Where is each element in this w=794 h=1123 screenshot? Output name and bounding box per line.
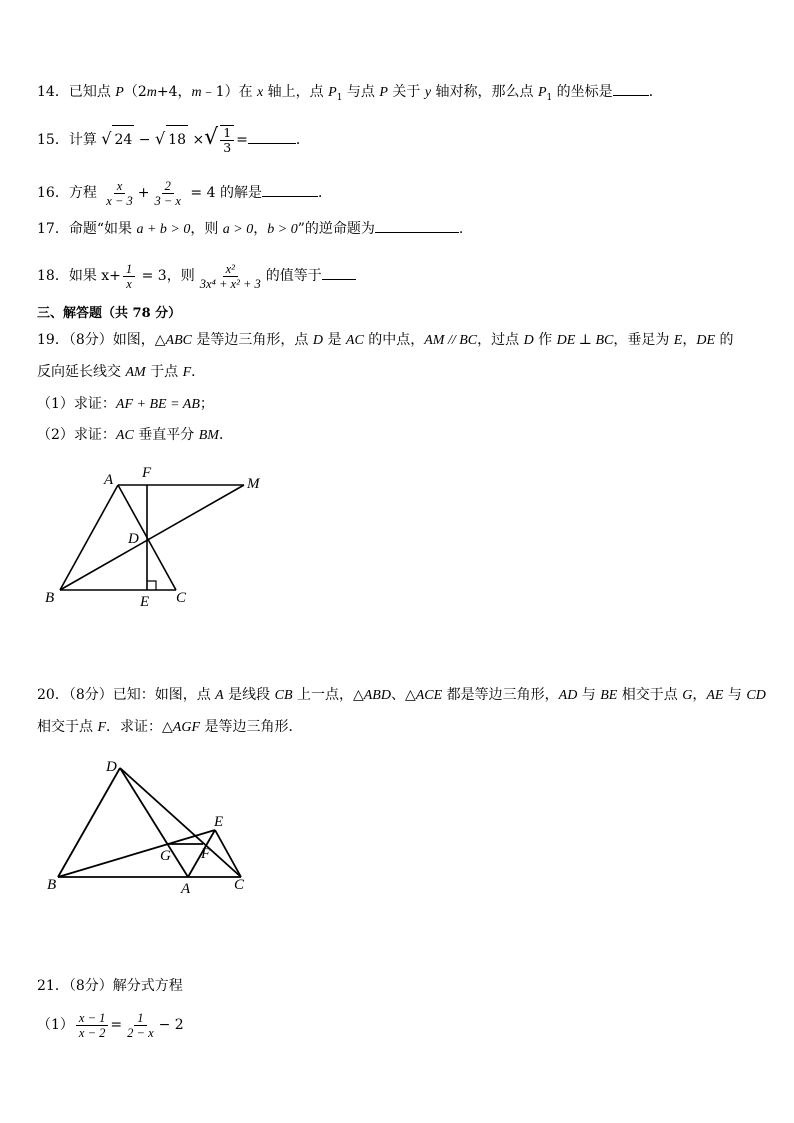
question-14: 14．已知点 P（2m+4，m﹣1）在 x 轴上，点 $P_1$ 与点 P 关于 y 轴对称，那么点 $P_1$ 的坐标是 ． <box>37 81 663 108</box>
question-19-part2: （2）求证：AC 垂直平分 BM． <box>37 427 233 443</box>
label-d: D <box>128 531 139 547</box>
label-c: C <box>234 877 245 893</box>
question-19-line2: 反向延长线交 AM 于点 F． <box>37 364 206 380</box>
question-21: 21．（8分）解分式方程 <box>37 978 183 994</box>
segment-ec <box>215 830 241 877</box>
label-b: B <box>45 590 55 606</box>
label-e: E <box>140 594 150 610</box>
question-20-line2: 相交于点 F．求证：△AGF 是等边三角形． <box>37 719 303 735</box>
question-20-line1: 20．（8分）已知：如图，点 A 是线段 CB 上一点，△ABD、△ACE 都是等边三角形，AD 与 BE 相交于点 G，AE 与 CD <box>37 687 766 703</box>
label-e: E <box>214 814 224 830</box>
label-d: D <box>106 759 117 775</box>
label-a: A <box>104 472 114 488</box>
label-g: G <box>160 848 171 864</box>
label-f: F <box>201 846 211 862</box>
question-16: 16．方程 $\frac{x}{x - 3}$ + $\frac{2}{3 - x}$ = 4 的解是 ． <box>37 178 332 208</box>
question-18: 18．如果 x+ $\frac{1}{x}$ = 3，则 $\frac{\text{x²}}{\text{3x⁴ + x² + 3}}$ 的值等于 <box>37 256 356 296</box>
question-15: 15．计算 √ 24 − √ 18 ×√ $\frac{1}{3}$ = ． <box>37 125 310 155</box>
label-m: M <box>247 476 260 492</box>
question-17: 17．命题“如果 a + b > 0，则 a > 0，b > 0”的逆命题为 . <box>37 218 463 240</box>
question-19-part1: （1）求证：AF + BE = AB； <box>37 396 214 412</box>
question-19-line1: 19．（8分）如图，△ABC 是等边三角形，点 D 是 AC 的中点，AM // BC，过点 D 作 DE ⊥ BC，垂足为 E，DE 的 <box>37 332 734 348</box>
label-a: A <box>181 881 191 897</box>
section-heading: 三、解答题（共 78 分） <box>37 306 182 321</box>
label-c: C <box>176 590 187 606</box>
label-b: B <box>47 877 57 893</box>
question-21-part1: （1） $\frac{x - 1}{x - 2}$ = $\frac{1}{2 - x}$ − 2 <box>37 1010 184 1040</box>
segment-da <box>120 768 188 877</box>
label-f: F <box>142 465 152 481</box>
